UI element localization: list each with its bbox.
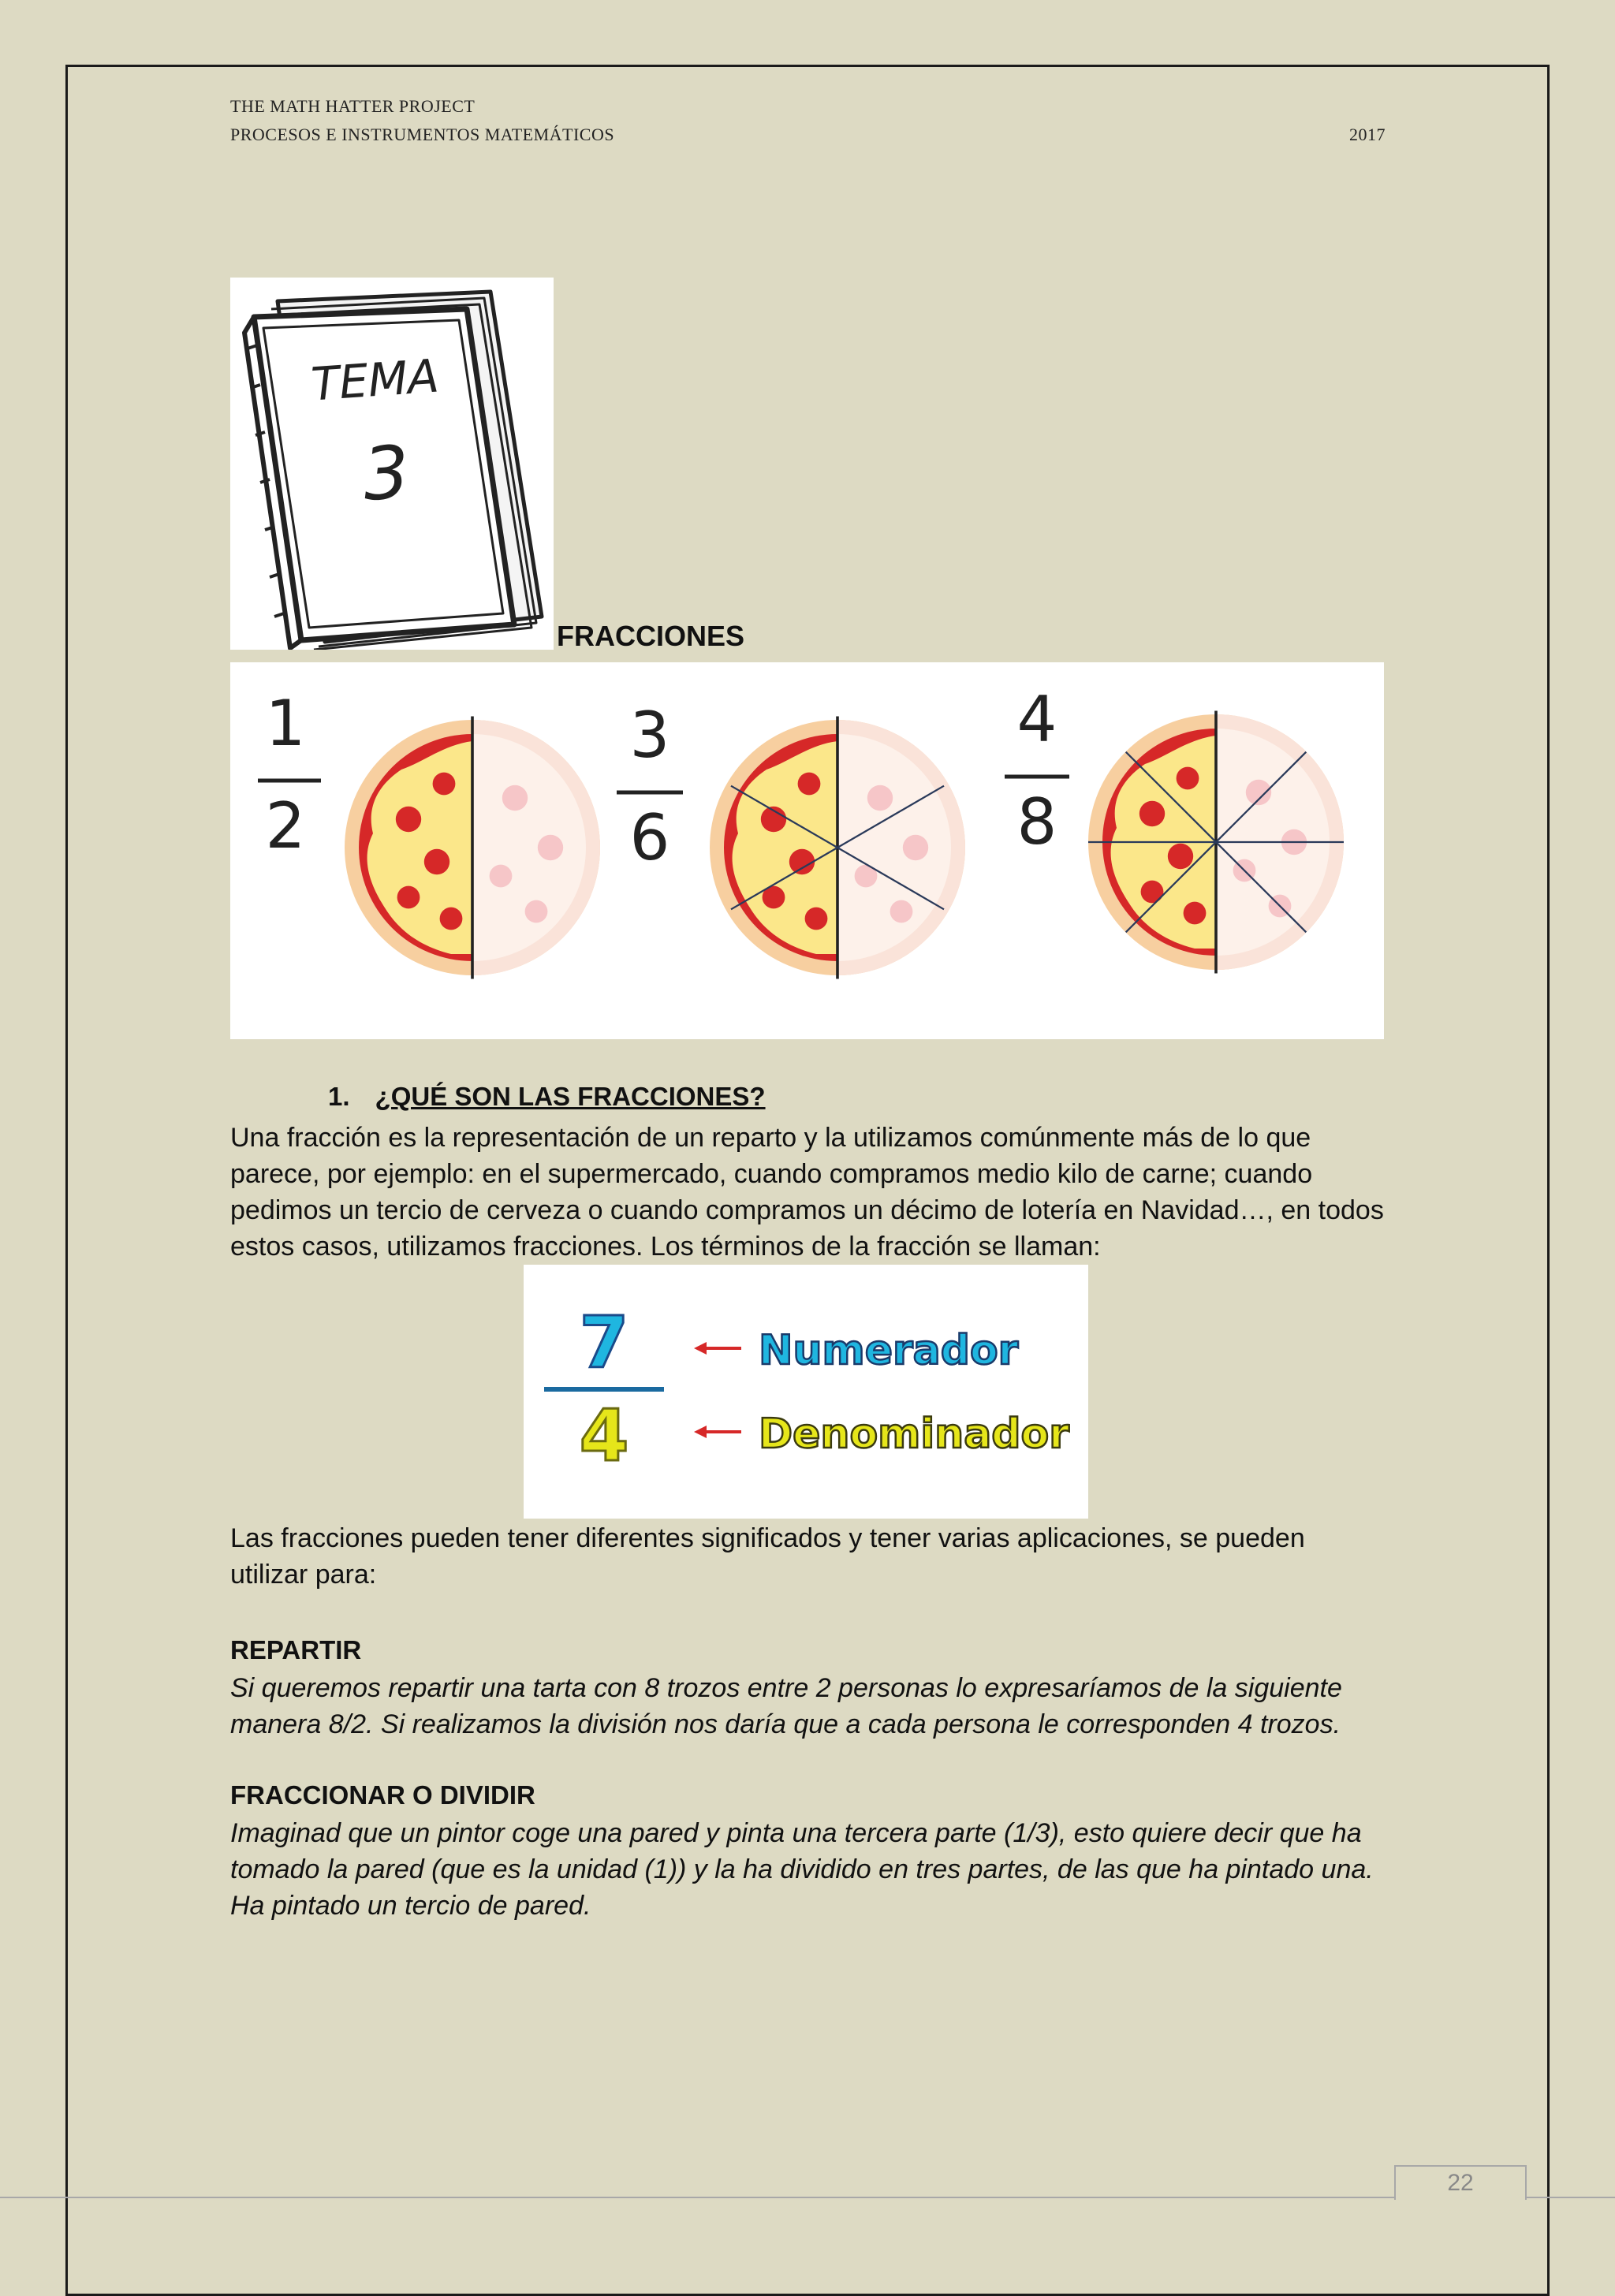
book-illustration xyxy=(230,278,554,650)
numerator-label: Numerador xyxy=(759,1327,1019,1374)
fraccionar-text: Imaginad que un pintor coge una pared y pinta una tercera parte (1/3), esto quiere decir que ha tomado la pared (que es la unidad (1)) y la ha dividido en tres partes, de las que ha pintado una. Ha pintado un tercio de pared. xyxy=(230,1818,1374,1921)
header-project: THE MATH HATTER PROJECT xyxy=(230,96,476,116)
terms-denominator: 4 xyxy=(579,1395,629,1478)
denominator-label: Denominador xyxy=(759,1411,1069,1458)
section-heading xyxy=(328,1082,766,1112)
repartir-text: Si queremos repartir una tarta con 8 trozos entre 2 personas lo expresaríamos de la siguiente manera 8/2. Si realizamos la división nos daría que a cada persona le corresponden 4 trozos. xyxy=(230,1673,1342,1739)
repartir-heading: REPARTIR xyxy=(230,1635,362,1664)
fraction-3-numerator: 4 xyxy=(1016,683,1057,756)
applications-paragraph: Las fracciones pueden tener diferentes significados y tener varias aplicaciones, se pueden utilizar para: xyxy=(230,1523,1305,1590)
header-line-2 xyxy=(230,125,1386,145)
header-subtitle: PROCESOS E INSTRUMENTOS MATEMÁTICOS xyxy=(230,125,615,144)
pizza-sixths-icon xyxy=(710,717,965,979)
book-label: TEMA xyxy=(309,348,441,412)
section-title: ¿QUÉ SON LAS FRACCIONES? xyxy=(375,1082,766,1111)
pizza-eighths-icon xyxy=(1088,711,1344,974)
intro-paragraph: Una fracción es la representación de un reparto y la utilizamos comúnmente más de lo que parece, por ejemplo: en el supermercado, cuando compramos medio kilo de carne; cuando pedimos un tercio de cerveza o cuando compramos un décimo de lotería en Navidad…, en todos estos casos, utilizamos fracciones. Los términos de la fracción se llaman: xyxy=(230,1123,1384,1262)
arrow-left-icon xyxy=(694,1342,741,1355)
arrow-left-icon xyxy=(694,1426,741,1438)
footer-line xyxy=(0,2197,1615,2198)
book-number: 3 xyxy=(360,430,412,517)
fraction-terms-illustration xyxy=(524,1265,1088,1519)
fraction-3-denominator: 8 xyxy=(1016,785,1057,859)
header-year: 2017 xyxy=(1349,125,1386,144)
fraction-1-denominator: 2 xyxy=(265,789,306,863)
section-number: 1. xyxy=(328,1082,350,1111)
fraction-2-denominator: 6 xyxy=(629,801,670,874)
fraction-1-numerator: 1 xyxy=(265,687,306,760)
fraction-2-numerator: 3 xyxy=(629,699,670,772)
pizza-fractions-illustration xyxy=(230,662,1384,1039)
terms-numerator: 7 xyxy=(579,1302,629,1385)
page-number: 22 xyxy=(1394,2165,1527,2200)
fraccionar-heading: FRACCIONAR O DIVIDIR xyxy=(230,1780,535,1810)
pizza-half-icon xyxy=(345,717,600,979)
page-title: FRACCIONES xyxy=(557,620,745,652)
